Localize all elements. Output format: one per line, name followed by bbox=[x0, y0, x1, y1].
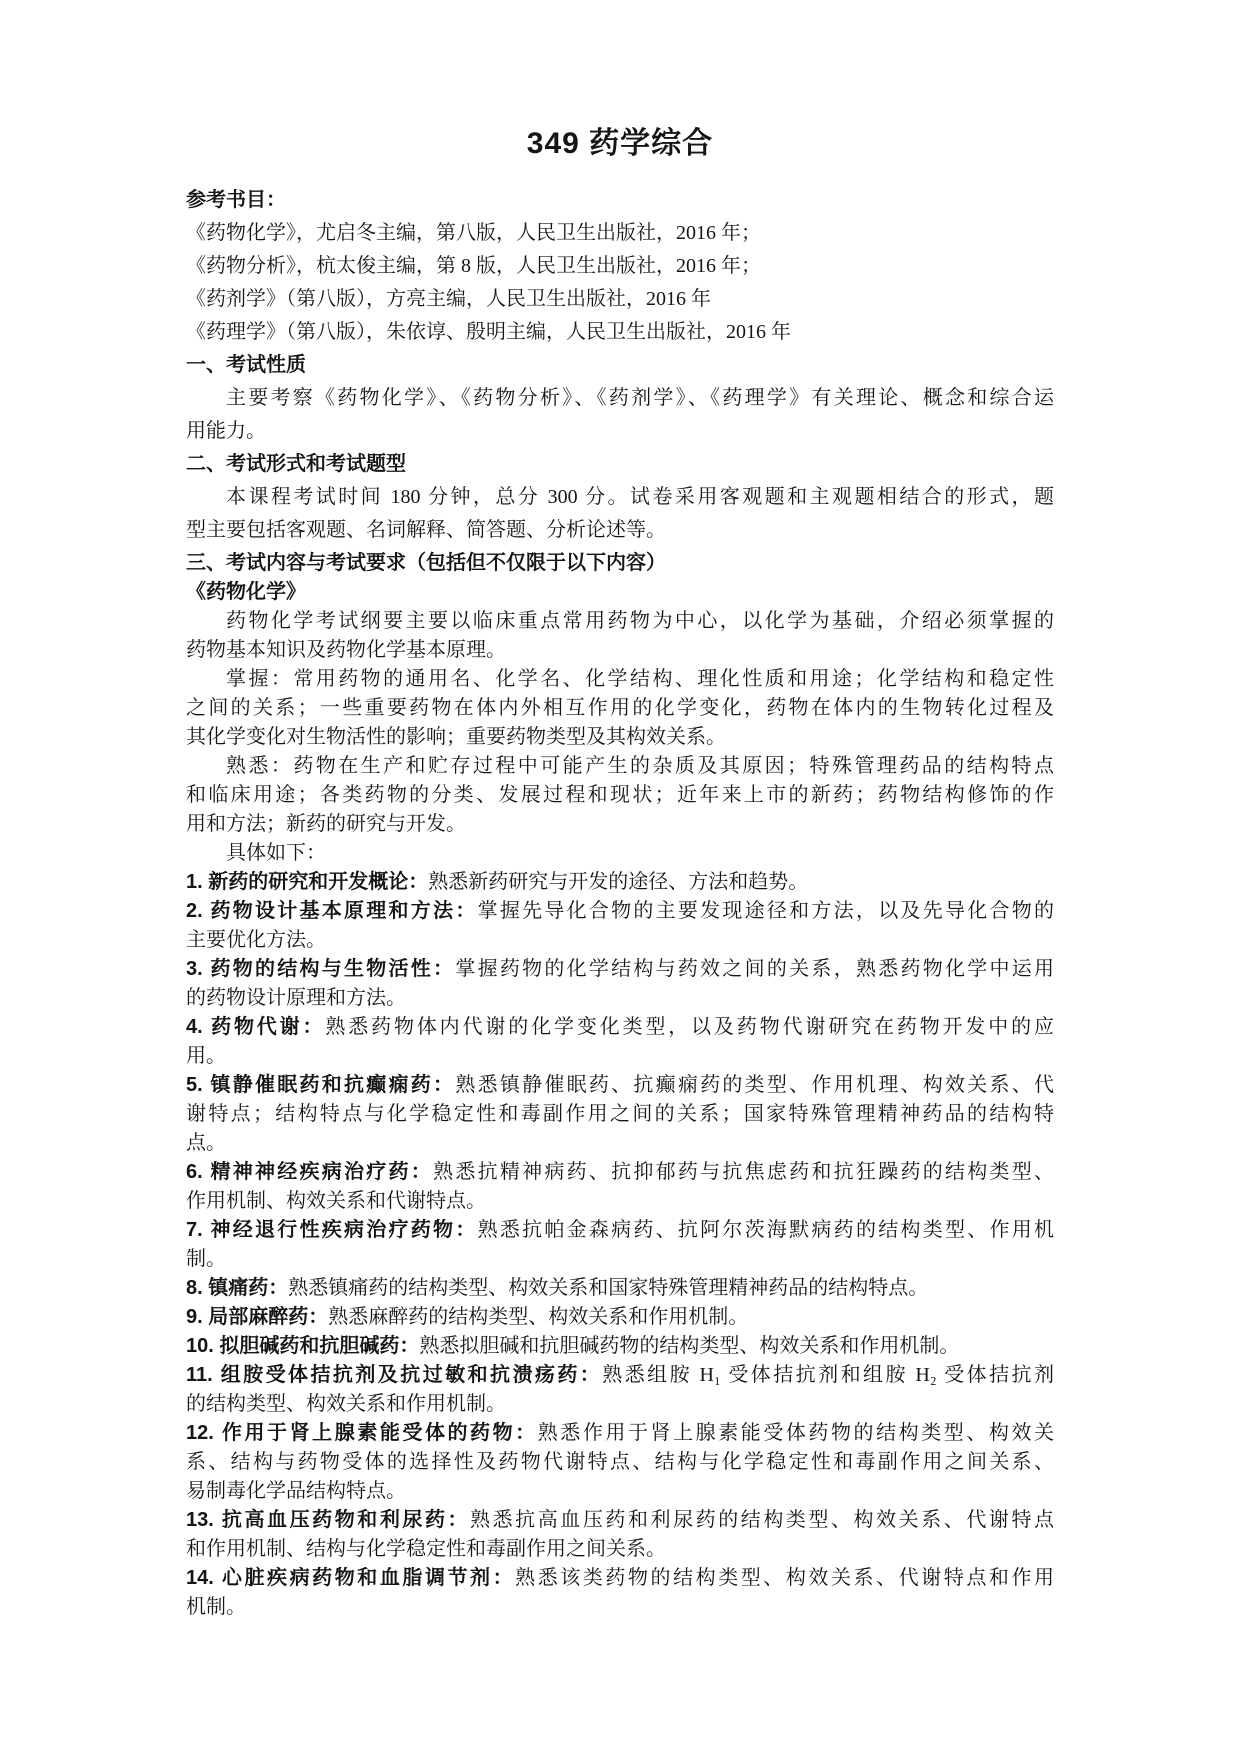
text-run-bold: 12. 作用于肾上腺素能受体的药物： bbox=[186, 1422, 538, 1444]
text-run: 熟悉镇静催眠药、抗癫痫药的类型、作用机理、构效关系、代 bbox=[455, 1074, 1054, 1096]
text-run-bold: 二、考试形式和考试题型 bbox=[186, 453, 406, 475]
text-line bbox=[186, 1129, 1054, 1158]
text-line bbox=[186, 1419, 1054, 1448]
text-run-bold: 2. 药物设计基本原理和方法： bbox=[186, 900, 478, 922]
text-run: 熟悉抗帕金森病药、抗阿尔茨海默病药的结构类型、作用机 bbox=[477, 1219, 1054, 1241]
text-line bbox=[186, 514, 1054, 547]
text-line bbox=[186, 1332, 1054, 1361]
document-intro-section bbox=[186, 184, 1054, 580]
text-line bbox=[186, 1042, 1054, 1071]
text-run-bold: 5. 镇静催眠药和抗癫痫药： bbox=[186, 1074, 456, 1096]
text-run-bold: 一、考试性质 bbox=[186, 354, 306, 376]
text-line bbox=[186, 316, 1054, 349]
text-run: 用和方法；新药的研究与开发。 bbox=[186, 813, 466, 835]
text-run: 熟悉该类药物的结构类型、构效关系、代谢特点和作用 bbox=[515, 1567, 1054, 1589]
text-run: 《药剂学》（第八版），方亮主编，人民卫生出版社，2016 年 bbox=[186, 288, 711, 310]
text-run: 型主要包括客观题、名词解释、简答题、分析论述等。 bbox=[186, 519, 666, 541]
text-run: 熟悉药物体内代谢的化学变化类型，以及药物代谢研究在药物开发中的应 bbox=[325, 1016, 1054, 1038]
text-line bbox=[186, 1361, 1054, 1390]
text-run-bold: 13. 抗高血压药物和利尿药： bbox=[186, 1509, 471, 1531]
text-run-bold: 三、考试内容与考试要求（包括但不仅限于以下内容） bbox=[186, 552, 666, 574]
text-run: 主要考察《药物化学》、《药物分析》、《药剂学》、《药理学》有关理论、概念和综合运 bbox=[226, 387, 1054, 409]
text-run: 易制毒化学品结构特点。 bbox=[186, 1480, 406, 1502]
text-line bbox=[186, 955, 1054, 984]
text-run-bold: 8. 镇痛药： bbox=[186, 1277, 289, 1299]
text-run-bold: 14. 心脏疾病药物和血脂调节剂： bbox=[186, 1567, 516, 1589]
text-run-bold: 7. 神经退行性疾病治疗药物： bbox=[186, 1219, 478, 1241]
text-line bbox=[186, 578, 1054, 607]
text-line bbox=[186, 481, 1054, 514]
text-line bbox=[186, 349, 1054, 382]
text-run-bold: 4. 药物代谢： bbox=[186, 1016, 326, 1038]
text-line bbox=[186, 1100, 1054, 1129]
text-line bbox=[186, 415, 1054, 448]
text-run: 熟悉拟胆碱和抗胆碱药物的结构类型、构效关系和作用机制。 bbox=[419, 1335, 960, 1357]
text-line bbox=[186, 984, 1054, 1013]
text-line bbox=[186, 694, 1054, 723]
text-run: 作用机制、构效关系和代谢特点。 bbox=[186, 1190, 486, 1212]
text-line bbox=[186, 1477, 1054, 1506]
text-run: 点。 bbox=[186, 1132, 226, 1154]
text-line bbox=[186, 1593, 1054, 1622]
text-line bbox=[186, 1071, 1054, 1100]
document-main-section bbox=[186, 578, 1054, 1622]
text-run: 熟悉麻醉药的结构类型、构效关系和作用机制。 bbox=[328, 1306, 749, 1328]
text-line bbox=[186, 839, 1054, 868]
text-run-bold: 10. 拟胆碱药和抗胆碱药： bbox=[186, 1335, 420, 1357]
text-line bbox=[186, 1013, 1054, 1042]
text-line bbox=[186, 665, 1054, 694]
text-line bbox=[186, 1564, 1054, 1593]
text-run: 制。 bbox=[186, 1248, 226, 1270]
text-run-bold: 3. 药物的结构与生物活性： bbox=[186, 958, 456, 980]
text-run: 其化学变化对生物活性的影响；重要药物类型及其构效关系。 bbox=[186, 726, 726, 748]
text-line bbox=[186, 636, 1054, 665]
text-line bbox=[186, 1158, 1054, 1187]
text-run-bold: 9. 局部麻醉药： bbox=[186, 1306, 329, 1328]
text-run: 主要优化方法。 bbox=[186, 929, 326, 951]
text-run: 和临床用途；各类药物的分类、发展过程和现状；近年来上市的新药；药物结构修饰的作 bbox=[186, 784, 1054, 806]
text-run: 熟悉新药研究与开发的途径、方法和趋势。 bbox=[428, 871, 809, 893]
text-line bbox=[186, 1187, 1054, 1216]
text-line bbox=[186, 184, 1054, 217]
text-run: 药物化学考试纲要主要以临床重点常用药物为中心，以化学为基础，介绍必须掌握的 bbox=[226, 610, 1054, 632]
text-run: 用能力。 bbox=[186, 420, 266, 442]
text-run: 本课程考试时间 180 分钟，总分 300 分。试卷采用客观题和主观题相结合的形式，题 bbox=[226, 486, 1054, 508]
text-line bbox=[186, 781, 1054, 810]
text-run: 的药物设计原理和方法。 bbox=[186, 987, 406, 1009]
text-run: 熟悉抗精神病药、抗抑郁药与抗焦虑药和抗狂躁药的结构类型、 bbox=[433, 1161, 1054, 1183]
text-run: 熟悉组胺 H₁ 受体拮抗剂和组胺 H₂ 受体拮抗剂 bbox=[602, 1364, 1054, 1386]
text-run: 用。 bbox=[186, 1045, 226, 1067]
text-run: 系、结构与药物受体的选择性及药物代谢特点、结构与化学稳定性和毒副作用之间关系、 bbox=[186, 1451, 1054, 1473]
text-line bbox=[186, 1448, 1054, 1477]
text-line bbox=[186, 1303, 1054, 1332]
text-line bbox=[186, 250, 1054, 283]
text-run: 熟悉抗高血压药和利尿药的结构类型、构效关系、代谢特点 bbox=[470, 1509, 1054, 1531]
text-run: 掌握药物的化学结构与药效之间的关系，熟悉药物化学中运用 bbox=[455, 958, 1054, 980]
text-run: 熟悉镇痛药的结构类型、构效关系和国家特殊管理精神药品的结构特点。 bbox=[288, 1277, 929, 1299]
page-title: 349 药学综合 bbox=[526, 127, 714, 160]
text-run: 的结构类型、构效关系和作用机制。 bbox=[186, 1393, 506, 1415]
text-run-bold: 参考书目： bbox=[186, 189, 286, 211]
text-run: 具体如下： bbox=[226, 842, 326, 864]
text-line bbox=[186, 382, 1054, 415]
text-run: 谢特点；结构特点与化学稳定性和毒副作用之间的关系；国家特殊管理精神药品的结构特 bbox=[186, 1103, 1054, 1125]
text-line bbox=[186, 547, 1054, 580]
text-run: 《药物分析》，杭太俊主编，第 8 版，人民卫生出版社，2016 年； bbox=[186, 255, 761, 277]
text-run: 掌握先导化合物的主要发现途径和方法，以及先导化合物的 bbox=[477, 900, 1054, 922]
text-run: 机制。 bbox=[186, 1596, 246, 1618]
text-line bbox=[186, 448, 1054, 481]
text-run-bold: 1. 新药的研究和开发概论： bbox=[186, 871, 429, 893]
text-run: 之间的关系；一些重要药物在体内外相互作用的化学变化，药物在体内的生物转化过程及 bbox=[186, 697, 1054, 719]
text-line bbox=[186, 217, 1054, 250]
text-run: 和作用机制、结构与化学稳定性和毒副作用之间关系。 bbox=[186, 1538, 666, 1560]
text-run-bold: 6. 精神神经疾病治疗药： bbox=[186, 1161, 434, 1183]
text-line bbox=[186, 868, 1054, 897]
text-line bbox=[186, 1245, 1054, 1274]
text-line bbox=[186, 1506, 1054, 1535]
text-line bbox=[186, 897, 1054, 926]
text-line bbox=[186, 723, 1054, 752]
text-line bbox=[186, 810, 1054, 839]
text-run: 熟悉作用于肾上腺素能受体药物的结构类型、构效关 bbox=[537, 1422, 1054, 1444]
text-run: 熟悉：药物在生产和贮存过程中可能产生的杂质及其原因；特殊管理药品的结构特点 bbox=[226, 755, 1054, 777]
text-run-bold: 《药物化学》 bbox=[186, 581, 306, 603]
text-line bbox=[186, 1274, 1054, 1303]
text-line bbox=[186, 1216, 1054, 1245]
text-line bbox=[186, 926, 1054, 955]
text-line bbox=[186, 283, 1054, 316]
text-line bbox=[186, 1390, 1054, 1419]
text-run: 《药物化学》，尤启冬主编，第八版，人民卫生出版社，2016 年； bbox=[186, 222, 761, 244]
text-line bbox=[186, 607, 1054, 636]
text-run: 药物基本知识及药物化学基本原理。 bbox=[186, 639, 506, 661]
text-line bbox=[186, 1535, 1054, 1564]
text-run: 《药理学》（第八版），朱依谆、殷明主编，人民卫生出版社，2016 年 bbox=[186, 321, 791, 343]
text-line bbox=[186, 752, 1054, 781]
text-run-bold: 11. 组胺受体拮抗剂及抗过敏和抗溃疡药： bbox=[186, 1364, 603, 1386]
text-run: 掌握：常用药物的通用名、化学名、化学结构、理化性质和用途；化学结构和稳定性 bbox=[226, 668, 1054, 690]
